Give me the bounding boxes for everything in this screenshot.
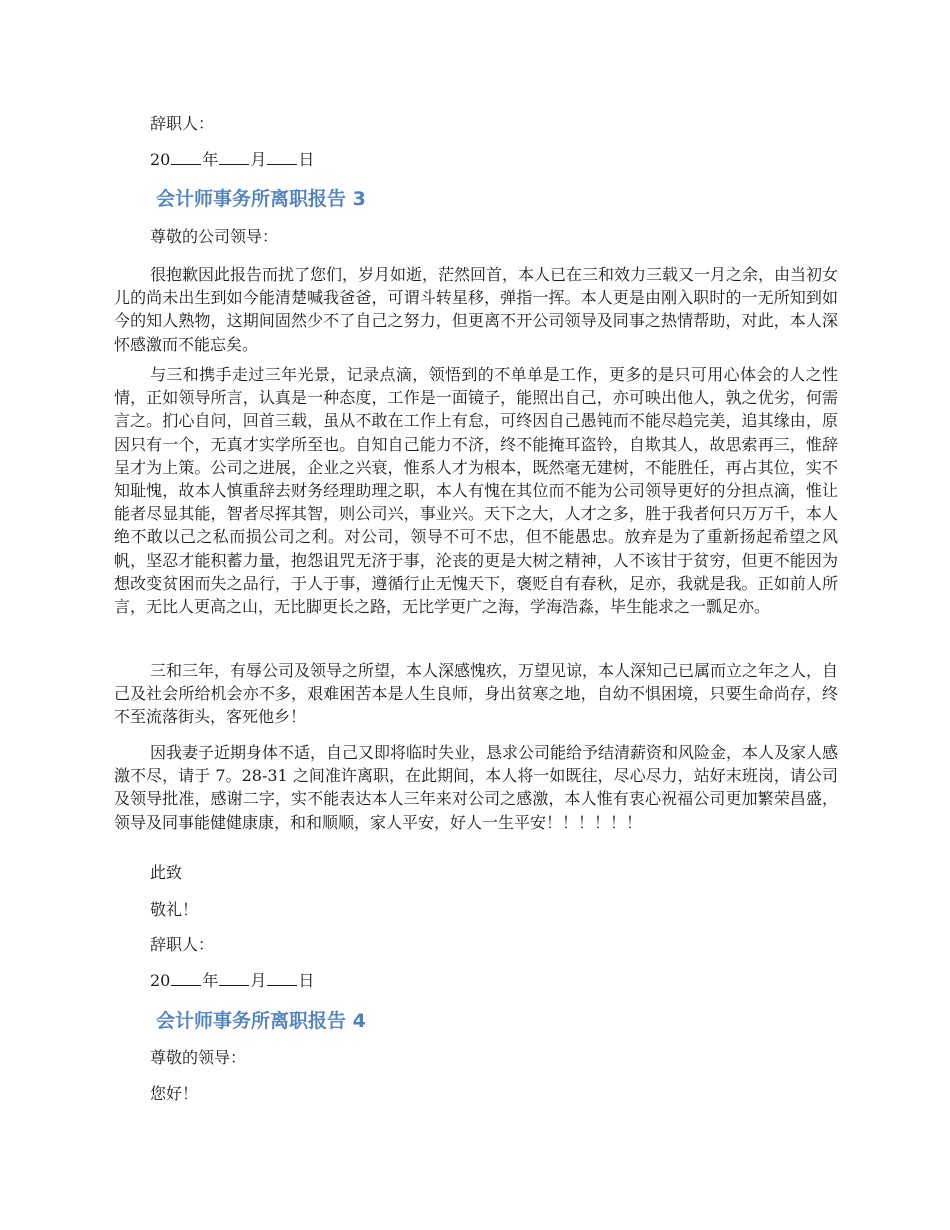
date-blank <box>267 150 297 165</box>
date-day: 日 <box>298 971 315 990</box>
report4-salutation: 尊敬的领导： <box>150 1048 247 1067</box>
report4-heading: 会计师事务所离职报告 4 <box>156 1010 366 1032</box>
date-prefix: 20 <box>150 971 171 990</box>
closing-cizhi: 此致 <box>150 863 183 882</box>
report3-heading: 会计师事务所离职报告 3 <box>156 188 366 210</box>
report3-date-line <box>150 971 314 991</box>
date-blank <box>219 150 249 165</box>
report3-salutation: 尊敬的公司领导： <box>150 227 279 246</box>
date-blank <box>171 150 201 165</box>
report3-paragraph-3: 三和三年，有辱公司及领导之所望，本人深感愧疚，万望见谅，本人深知己已属而立之年之人，自己及社会所给机会亦不多，艰难困苦本是人生良师，身出贫寒之地，自幼不惧困境，只要生命尚存，终不至流落街头，客死他乡！ <box>114 661 839 727</box>
date-day: 日 <box>298 150 315 169</box>
closing-jingli: 敬礼！ <box>150 900 199 919</box>
resigner-label: 辞职人： <box>150 114 215 133</box>
report4-greeting: 您好！ <box>150 1084 199 1103</box>
report3-paragraph-2: 与三和携手走过三年光景，记录点滴，领悟到的不单单是工作，更多的是只可用心体会的人之性情，正如领导所言，认真是一种态度，工作是一面镜子，能照出自己，亦可映出他人，孰之优劣，何需言之。扪心自问，回首三载，虽从不敢在工作上有怠，可终因自己愚钝而不能尽趋完美，追其缘由，原因只有一个，无真才实学所至也。自知自己能力不济，终不能掩耳盗铃，自欺其人，故思索再三，惟辞呈才为上策。公司之进展，企业之兴衰，惟系人才为根本，既然毫无建树，不能胜任，再占其位，实不知耻愧，故本人慎重辞去财务经理助理之职，本人有愧在其位而不能为公司领导更好的分担点滴，惟让能者尽显其能，智者尽挥其智，则公司兴，事业兴。天下之大，人才之多，胜于我者何只万万千，本人绝不敢以己之私而损公司之利。对公司，领导不可不忠，但不能愚忠。放弃是为了重新扬起希望之风帆，坚忍才能积蓄力量，抱怨诅咒无济于事，沦丧的更是大树之精神，人不该甘于贫穷，但更不能因为想改变贫困而失之品行，于人于事，遵循行止无愧天下，褒贬自有春秋，足亦，我就是我。正如前人所言，无比人更高之山，无比脚更长之路，无比学更广之海，学海浩淼，毕生能求之一瓢足亦。 <box>114 365 838 617</box>
report3-resigner-label: 辞职人： <box>150 935 215 954</box>
date-blank <box>267 971 297 986</box>
date-month: 月 <box>250 150 267 169</box>
date-blank <box>219 971 249 986</box>
date-blank <box>171 971 201 986</box>
date-year: 年 <box>202 150 219 169</box>
date-line <box>150 150 314 170</box>
date-year: 年 <box>202 971 219 990</box>
date-prefix: 20 <box>150 150 171 169</box>
date-month: 月 <box>250 971 267 990</box>
report3-paragraph-1: 很抱歉因此报告而扰了您们，岁月如逝，茫然回首，本人已在三和效力三载又一月之余，由当初女儿的尚未出生到如今能清楚喊我爸爸，可谓斗转星移，弹指一挥。本人更是由刚入职时的一无所知到如今的知人熟物，这期间固然少不了自己之努力，但更离不开公司领导及同事之热情帮助，对此，本人深怀感激而不能忘矣。 <box>114 265 839 354</box>
report3-paragraph-4: 因我妻子近期身体不适，自己又即将临时失业，恳求公司能给予结清薪资和风险金，本人及家人感激不尽，请于 7。28-31 之间准许离职，在此期间，本人将一如既往，尽心尽力，站好末班岗，请公司及领导批准，感谢二字，实不能表达本人三年来对公司之感激，本人惟有衷心祝福公司更加繁荣昌盛，领导及同事能健健康康，和和顺顺，家人平安，好人一生平安！！！！！！ <box>114 743 839 832</box>
